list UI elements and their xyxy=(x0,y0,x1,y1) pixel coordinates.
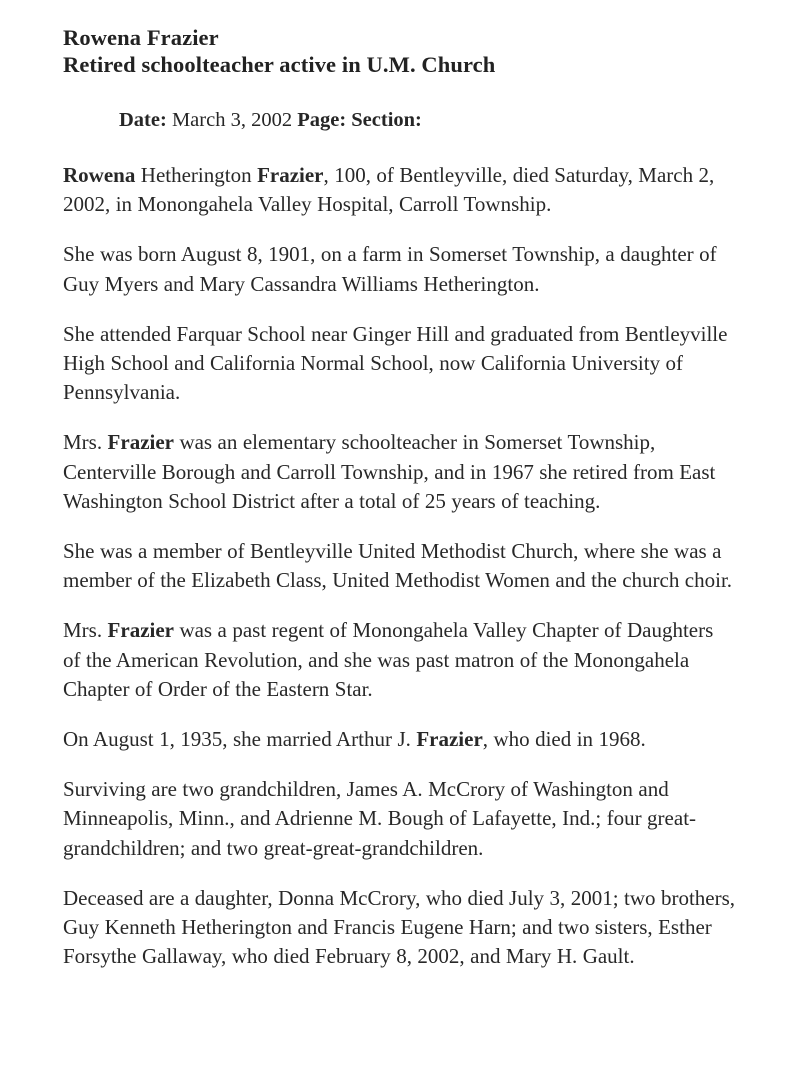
headline-block xyxy=(63,24,735,78)
date-label: Date: xyxy=(119,109,172,131)
paragraph-deceased xyxy=(63,884,735,972)
obituary-body xyxy=(63,161,735,971)
paragraph-lede-run-1: Hetherington xyxy=(135,163,258,187)
paragraph-church xyxy=(63,537,735,595)
paragraph-marriage-run-0: On August 1, 1935, she married Arthur J. xyxy=(63,727,417,752)
paragraph-organizations-run-0: Mrs. xyxy=(63,618,108,643)
paragraph-organizations xyxy=(63,616,735,704)
paragraph-lede-run-3: , 100, of Bentleyville, died Saturday, March 2, 2002, in Monongahela Valley Hospital, Carroll Township. xyxy=(63,163,715,217)
paragraph-lede-run-0: Rowena xyxy=(63,163,136,187)
headline-name: Rowena Frazier xyxy=(63,25,219,50)
paragraph-organizations-run-1: Frazier xyxy=(107,618,174,643)
headline-subtitle: Retired schoolteacher active in U.M. Church xyxy=(63,52,496,77)
paragraph-career-run-0: Mrs. xyxy=(63,430,108,455)
paragraph-organizations-run-2: was a past regent of Monongahela Valley Chapter of Daughters of the American Revolution, and she was past matron of the Monongahela Chapter of Order of the Eastern Star. xyxy=(63,618,714,701)
paragraph-lede-run-2: Frazier xyxy=(257,163,324,187)
paragraph-marriage xyxy=(63,725,735,754)
date-value: March 3, 2002 xyxy=(171,109,293,131)
paragraph-career-run-2: was an elementary schoolteacher in Somerset Township, Centerville Borough and Carroll Township, and in 1967 she retired from East Washington School District after a total of 25 years of teaching. xyxy=(63,430,716,513)
paragraph-education xyxy=(63,320,735,408)
paragraph-church-run-0: She was a member of Bentleyville United Methodist Church, where she was a member of the Elizabeth Class, United Methodist Women and the church choir. xyxy=(63,539,733,593)
document-content xyxy=(63,24,735,971)
section-label: Section: xyxy=(346,109,422,131)
paragraph-education-run-0: She attended Farquar School near Ginger Hill and graduated from Bentleyville High School and California Normal School, now California University of Pennsylvania. xyxy=(63,321,728,405)
paragraph-marriage-run-1: Frazier xyxy=(416,727,483,752)
page-label: Page: xyxy=(292,109,347,131)
paragraph-birth xyxy=(63,240,735,298)
publication-meta-line xyxy=(119,107,735,133)
paragraph-lede xyxy=(63,161,735,219)
paragraph-survivors xyxy=(63,775,735,863)
paragraph-survivors-run-0: Surviving are two grandchildren, James A. McCrory of Washington and Minneapolis, Minn., and Adrienne M. Bough of Lafayette, Ind.; four great-grandchildren; and two great-great-grandchildren. xyxy=(63,777,697,860)
paragraph-marriage-run-2: , who died in 1968. xyxy=(482,727,646,752)
paragraph-deceased-run-0: Deceased are a daughter, Donna McCrory, who died July 3, 2001; two brothers, Guy Kenneth Hetherington and Francis Eugene Harn; and two sisters, Esther Forsythe Gallaway, who died February 8, 2002, and Mary H. Gault. xyxy=(63,885,736,969)
paragraph-career xyxy=(63,428,735,516)
paragraph-birth-run-0: She was born August 8, 1901, on a farm in Somerset Township, a daughter of Guy Myers and Mary Cassandra Williams Hetherington. xyxy=(63,242,717,296)
paragraph-career-run-1: Frazier xyxy=(107,430,174,455)
